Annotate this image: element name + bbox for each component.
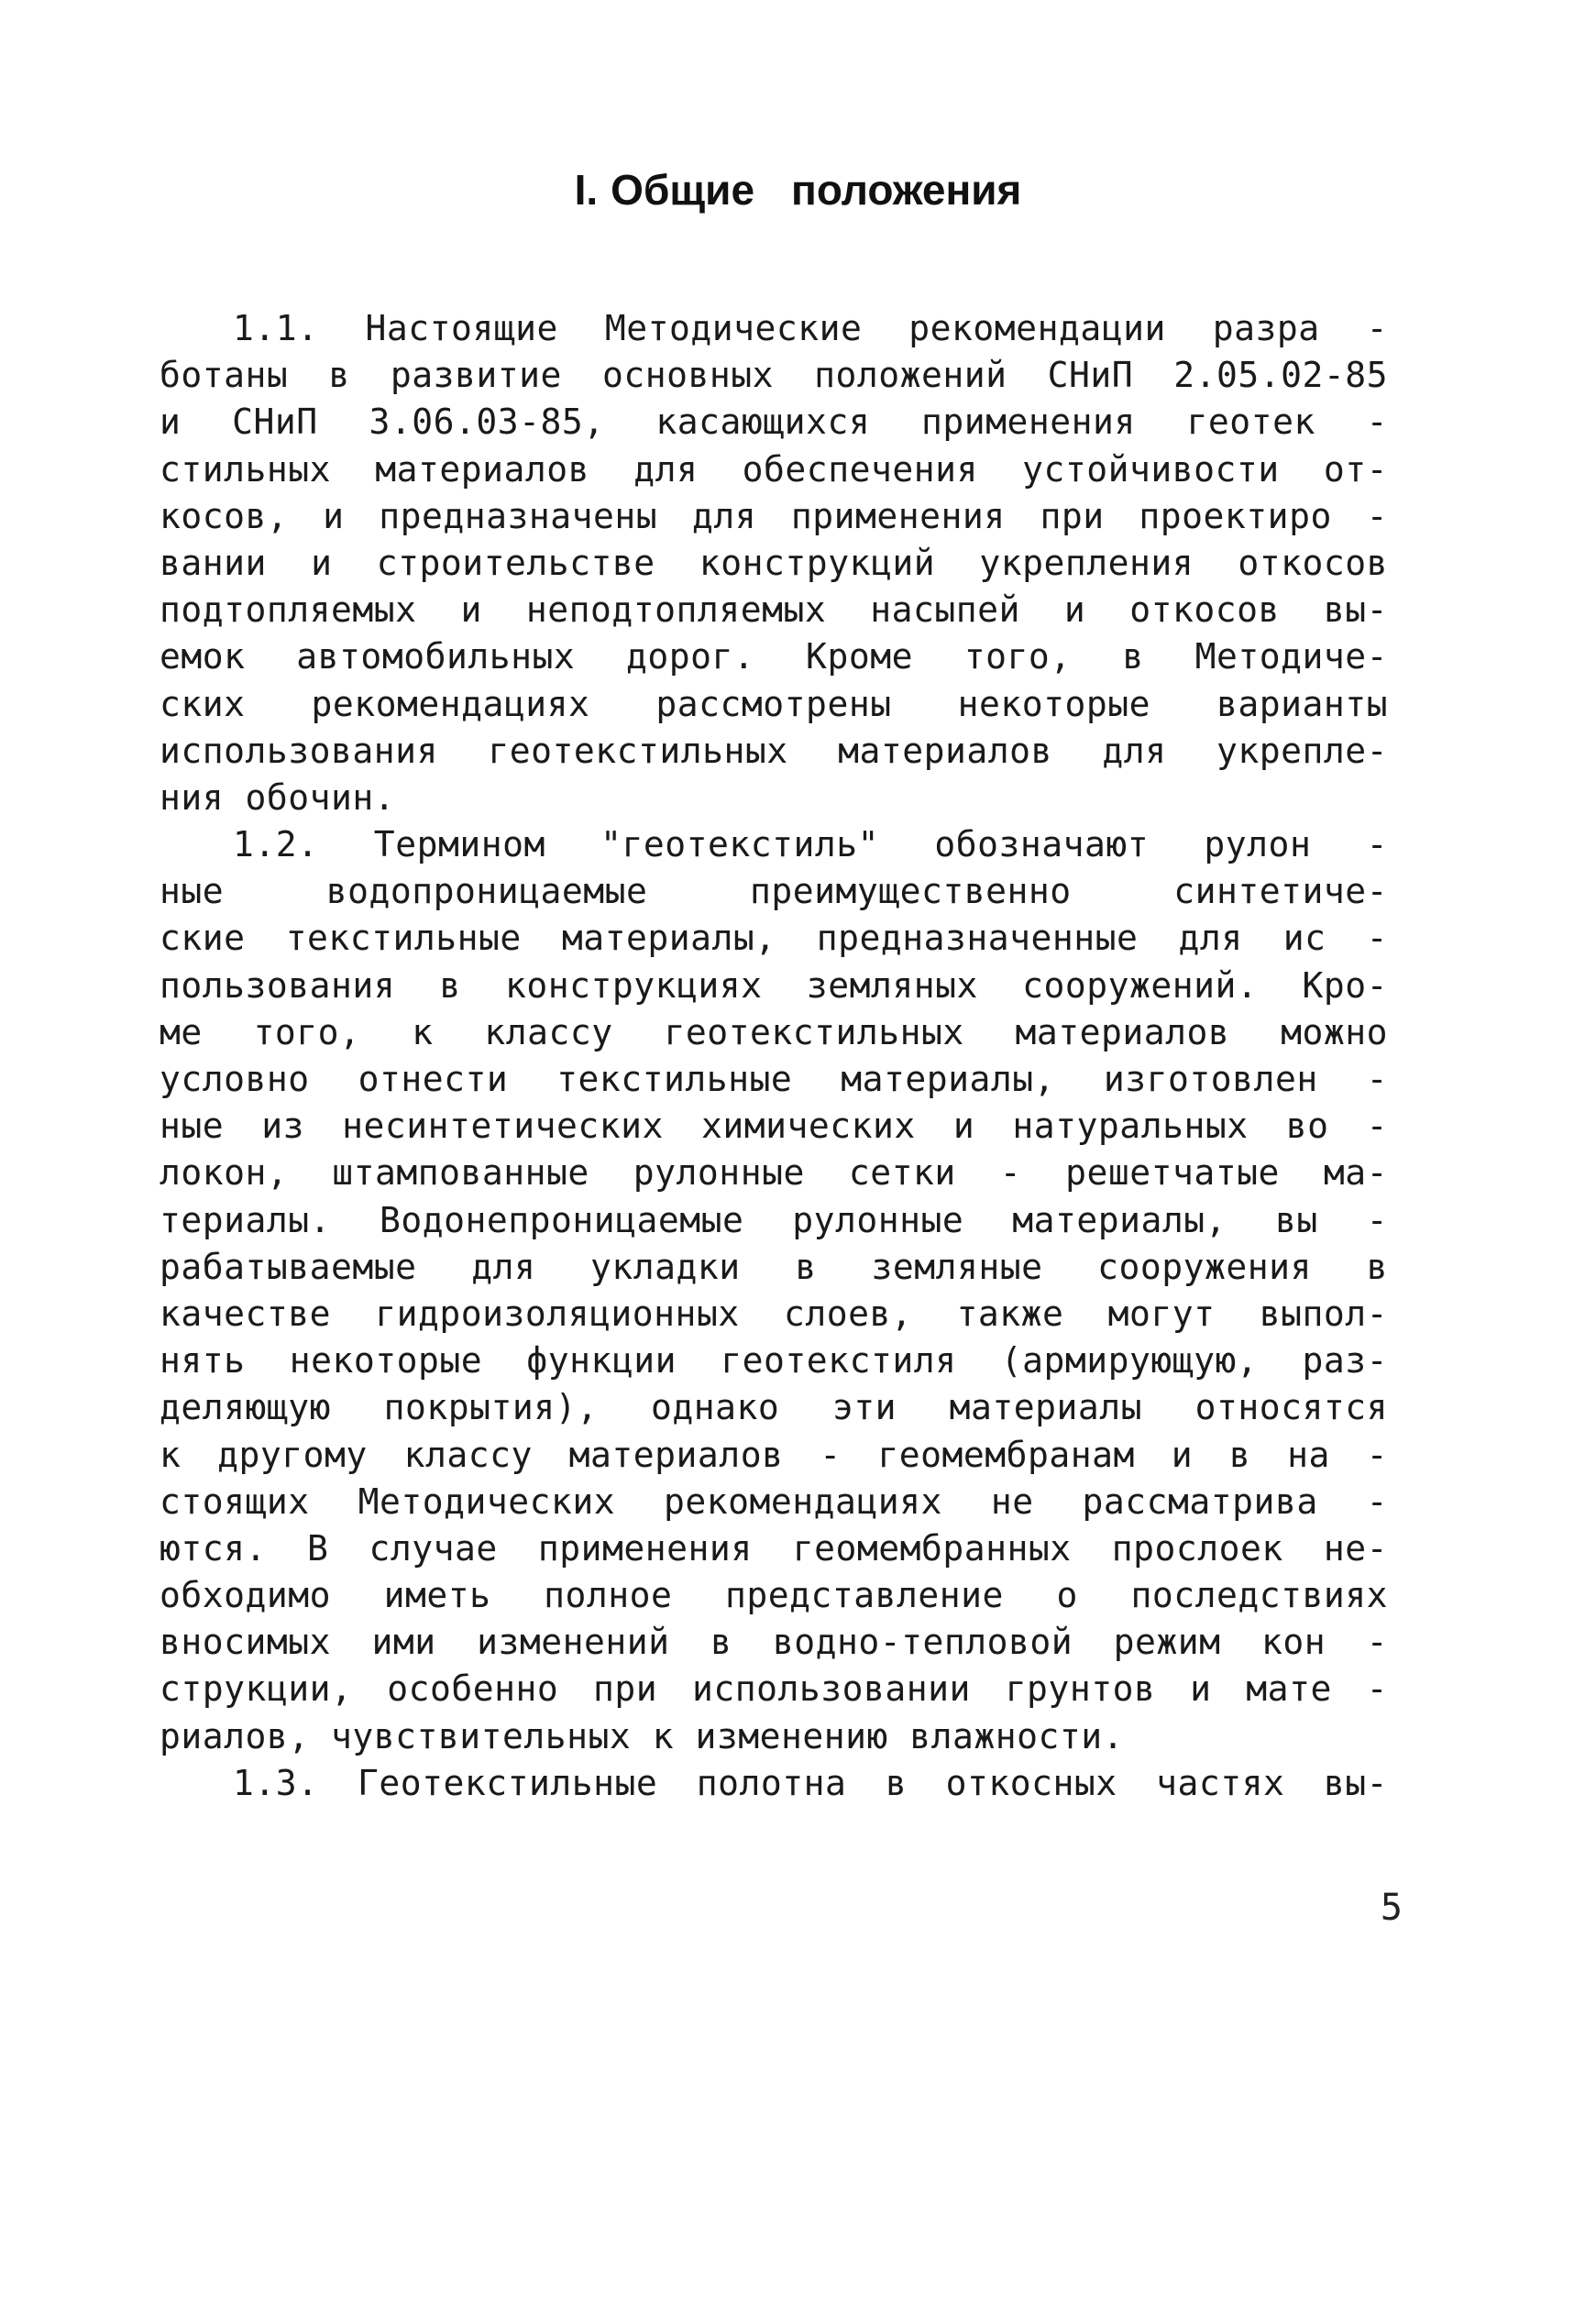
text-line: косов, и предназначены для применения при проектиро - (160, 495, 1388, 536)
text-line: струкции, особенно при использовании грунтов и мате - (160, 1668, 1388, 1710)
text-line: ботаны в развитие основных положений СНиП 2.05.02-85 (160, 355, 1388, 396)
text-line: использования геотекстильных материалов для укрепле- (160, 730, 1388, 771)
text-line: ные из несинтетических химических и натуральных во - (160, 1106, 1388, 1147)
text-line: локон, штампованные рулонные сетки - решетчатые ма- (160, 1152, 1388, 1194)
page-number: 5 (1380, 1887, 1403, 1929)
section-number: I. (574, 166, 599, 214)
text-line: риалов, чувствительных к изменению влажности. (160, 1715, 1125, 1756)
body-text (160, 305, 1388, 1807)
text-line: ские текстильные материалы, предназначенные для ис - (160, 918, 1388, 959)
text-line: нять некоторые функции геотекстиля (армирующую, раз- (160, 1340, 1388, 1382)
text-line: 1.3. Геотекстильные полотна в откосных частях вы- (233, 1762, 1388, 1803)
section-title-word-2: положения (791, 166, 1022, 214)
section-heading (0, 165, 1596, 215)
text-line: 1.1. Настоящие Методические рекомендации разра - (233, 308, 1388, 348)
text-line: к другому классу материалов - геомембранам и в на - (160, 1434, 1388, 1475)
text-line: пользования в конструкциях земляных сооружений. Кро- (160, 964, 1388, 1006)
text-line: условно отнести текстильные материалы, изготовлен - (160, 1059, 1388, 1099)
text-line: ния обочин. (160, 776, 396, 818)
text-line: стоящих Методических рекомендациях не рассматрива - (160, 1481, 1388, 1522)
section-title-word-1: Общие (611, 166, 755, 214)
text-line: и СНиП 3.06.03-85, касающихся применения геотек - (160, 402, 1388, 443)
text-line: 1.2. Термином "геотекстиль" обозначают рулон - (233, 824, 1388, 865)
text-line: вносимых ими изменений в водно-тепловой режим кон - (160, 1622, 1388, 1663)
text-line: ме того, к классу геотекстильных материалов можно (160, 1011, 1388, 1052)
text-line: териалы. Водонепроницаемые рулонные материалы, вы - (160, 1199, 1388, 1240)
text-line: рабатываемые для укладки в земляные сооружения в (160, 1246, 1388, 1287)
text-line: деляющую покрытия), однако эти материалы относятся (160, 1387, 1388, 1428)
text-line: качестве гидроизоляционных слоев, также могут выпол- (160, 1293, 1388, 1334)
text-line: ских рекомендациях рассмотрены некоторые варианты (160, 683, 1388, 724)
text-line: подтопляемых и неподтопляемых насыпей и откосов вы- (160, 589, 1388, 631)
text-line: стильных материалов для обеспечения устойчивости от- (160, 448, 1388, 490)
text-line: емок автомобильных дорог. Кроме того, в Методиче- (160, 636, 1388, 677)
text-line: вании и строительстве конструкций укрепления откосов (160, 542, 1388, 583)
text-line: ются. В случае применения геомембранных прослоек не- (160, 1527, 1388, 1569)
text-line: обходимо иметь полное представление о последствиях (160, 1575, 1388, 1616)
text-line: ные водопроницаемые преимущественно синтетиче- (160, 871, 1388, 912)
